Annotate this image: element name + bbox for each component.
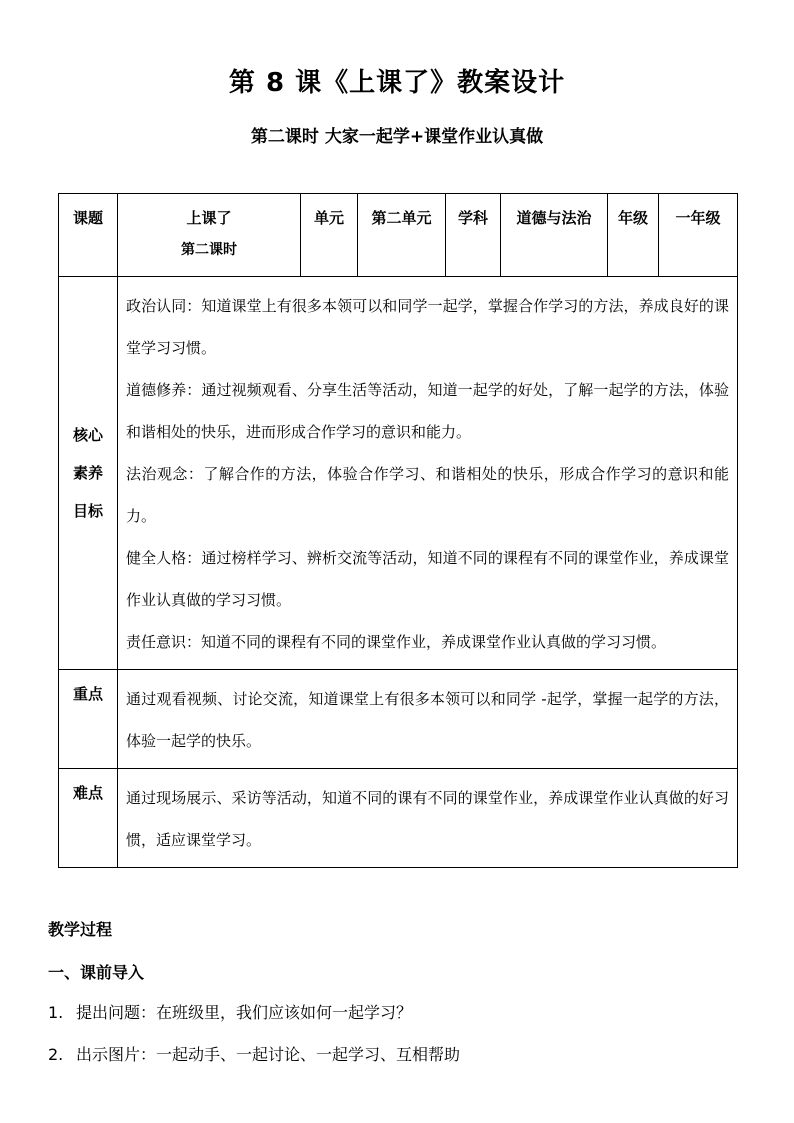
lesson-info-table	[58, 193, 738, 868]
step-text: 出示图片：一起动手、一起讨论、一起学习、互相帮助	[76, 1045, 461, 1064]
page-title: 第 8 课《上课了》教案设计	[228, 68, 566, 98]
unit-value: 第二单元	[371, 209, 432, 227]
core-goals-label-line: 目标	[72, 502, 103, 520]
difficult-point-row	[59, 769, 738, 868]
key-point-text: 通过观看视频、讨论交流，知道课堂上有很多本领可以和同学 -起学，掌握一起学的方法，体验一起学的快乐。	[126, 690, 729, 750]
topic-value-cell	[118, 194, 301, 277]
process-step	[48, 1042, 460, 1065]
core-goals-label-line: 素养	[72, 464, 103, 482]
core-goal-personality: 健全人格：通过榜样学习、辨析交流等活动，知道不同的课程有不同的课堂作业，养成课堂作业认真做的学习习惯。	[126, 549, 729, 609]
topic-label: 课题	[72, 209, 103, 227]
key-point-content	[118, 670, 738, 769]
core-goal-moral: 道德修养：通过视频观看、分享生活等活动，知道一起学的好处，了解一起学的方法，体验和谐相处的快乐，进而形成合作学习的意识和能力。	[126, 381, 729, 441]
topic-value-line2: 第二课时	[181, 242, 237, 258]
core-goal-political: 政治认同：知道课堂上有很多本领可以和同学一起学，掌握合作学习的方法，养成良好的课堂学习习惯。	[126, 297, 729, 357]
teaching-process-heading: 教学过程	[48, 920, 113, 939]
section-pre-class-intro: 一、课前导入	[48, 963, 145, 982]
step-number: 1.	[48, 1003, 64, 1022]
page-subtitle: 第二课时 大家一起学+课堂作业认真做	[250, 127, 544, 147]
core-goal-law: 法治观念：了解合作的方法，体验合作学习、和谐相处的快乐，形成合作学习的意识和能力。	[126, 465, 729, 525]
subject-label-cell	[446, 194, 501, 277]
unit-label: 单元	[313, 209, 344, 227]
subject-value-cell	[501, 194, 608, 277]
difficult-point-content	[118, 769, 738, 868]
difficult-point-text: 通过现场展示、采访等活动，知道不同的课有不同的课堂作业，养成课堂作业认真做的好习惯，适应课堂学习。	[126, 789, 729, 849]
difficult-point-label: 难点	[59, 769, 118, 868]
subject-label: 学科	[457, 209, 488, 227]
step-number: 2.	[48, 1045, 64, 1064]
grade-value: 一年级	[675, 209, 721, 227]
key-point-label: 重点	[59, 670, 118, 769]
subject-value: 道德与法治	[516, 209, 592, 227]
core-goal-responsibility: 责任意识：知道不同的课程有不同的课堂作业，养成课堂作业认真做的学习习惯。	[126, 633, 667, 651]
header-row	[59, 194, 738, 277]
unit-label-cell	[301, 194, 358, 277]
core-goals-content-cell	[118, 277, 738, 670]
core-goals-row	[59, 277, 738, 670]
core-goals-label-cell	[59, 277, 118, 670]
topic-value-line1: 上课了	[186, 209, 232, 227]
unit-value-cell	[358, 194, 446, 277]
grade-value-cell	[659, 194, 738, 277]
key-point-row	[59, 670, 738, 769]
grade-label-cell	[608, 194, 659, 277]
topic-label-cell	[59, 194, 118, 277]
step-text: 提出问题：在班级里，我们应该如何一起学习？	[76, 1003, 413, 1022]
core-goals-label-line: 核心	[72, 426, 103, 444]
process-step	[48, 1000, 412, 1023]
grade-label: 年级	[617, 209, 648, 227]
